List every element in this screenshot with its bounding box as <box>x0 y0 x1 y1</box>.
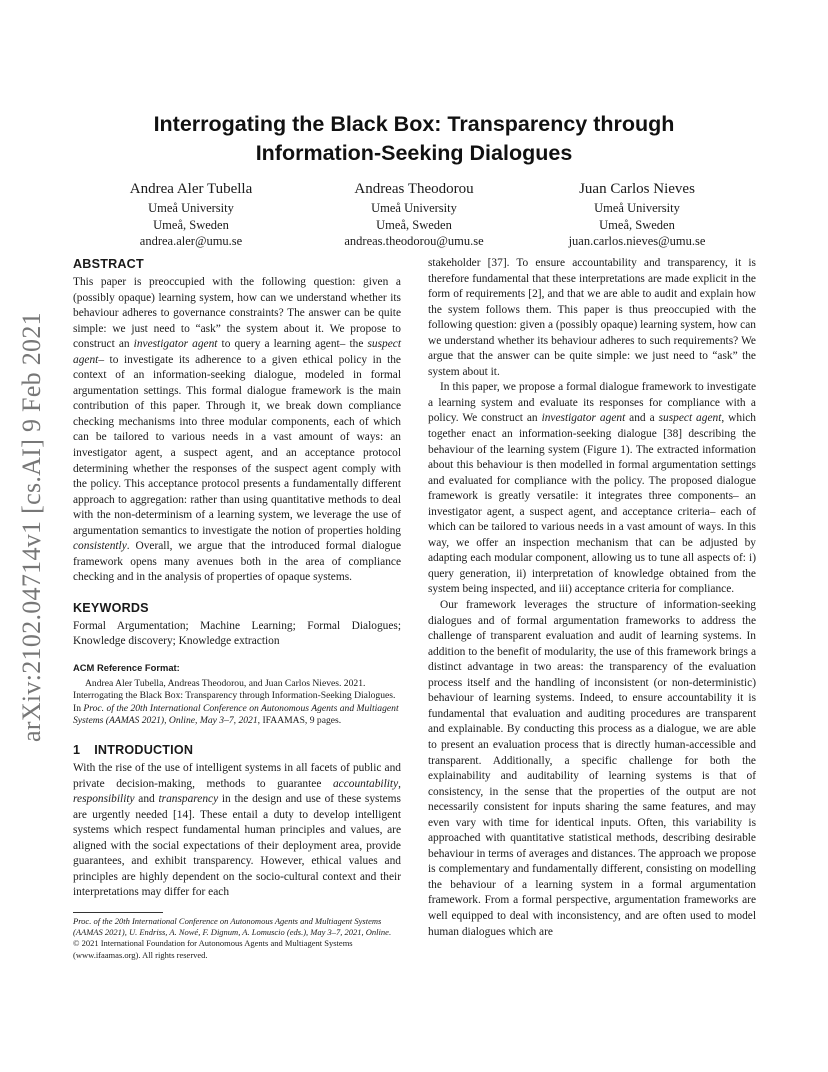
introduction-heading <box>73 742 401 758</box>
author-name: Andreas Theodorou <box>354 181 474 197</box>
abstract-heading: ABSTRACT <box>73 257 144 271</box>
keywords-heading: KEYWORDS <box>73 600 149 615</box>
author-name: Andrea Aler Tubella <box>129 181 253 197</box>
footnote-copyright: © 2021 International Foundation for Autonomous Agents and Multiagent Systems (www.ifaamas.org). All rights reserved. <box>73 938 353 960</box>
author-location: Umeå, Sweden <box>599 217 675 232</box>
paper-title-line1: Interrogating the Black Box: Transparency through <box>153 112 675 136</box>
footnote-conference: Proc. of the 20th International Conference on Autonomous Agents and Multiagent Systems (AAMAS 2021), U. Endriss, A. Nowé, F. Dignum, A. Lomuscio (eds.), May 3–7, 2021, Online. <box>73 916 392 938</box>
author-location: Umeå, Sweden <box>376 217 452 232</box>
author-affiliation: Umeå University <box>594 201 680 215</box>
author-1 <box>71 179 311 250</box>
author-affiliation: Umeå University <box>148 201 234 215</box>
acm-reference-text: Andrea Aler Tubella, Andreas Theodorou, and Juan Carlos Nieves. 2021. Interrogating the Black Box: Transparency through Information-Seeking Dialogues. In Proc. of the 20th International Conference on Autonomous Agents and Multiagent Systems (AAMAS 2021), Online, May 3–7, 2021, IFAAMAS, 9 pages. <box>73 677 399 727</box>
author-affiliation: Umeå University <box>371 201 457 215</box>
introduction-paragraph: With the rise of the use of intelligent systems in all facets of public and private decision-making, methods to guarantee accountability, responsibility and transparency in the design and use of these systems are urgently needed [14]. These entail a duty to develop intelligent systems which respect fundamental human principles and values, are aligned with the social expectations of their deployment area, provide guarantees, and exhibit transparency. However, ethical values and principles are highly dependent on the socio-cultural context and their interpretations may differ for each <box>73 761 401 899</box>
arxiv-stamp <box>18 292 46 762</box>
paragraph: In this paper, we propose a formal dialogue framework to investigate a learning system and evaluate its responses for compliance with a policy. We construct an investigator agent and a suspect agent, which together enact an information-seeking dialogue [38] describing the behaviour of the learning system (Figure 1). The extracted information about this behaviour is then modelled in formal argumentation settings and evaluated for compliance with the policy. The proposed dialogue framework is greatly versatile: it integrates three components– an investigator agent, a suspect agent, and acceptance criteria– each of which can be tailored to various needs in a vast amount of ways. In this way, we offer an inspection mechanism that can be adjusted by adapting each modular component, allowing us to tune all aspects of: i) query generation, ii) interpretation of knowledge obtained from the system being inspected, and iii) acceptance criteria for compliance. <box>428 381 757 596</box>
author-name: Juan Carlos Nieves <box>579 181 695 197</box>
arxiv-stamp-text: arXiv:2102.04714v1 [cs.AI] 9 Feb 2021 <box>17 312 46 742</box>
paragraph: stakeholder [37]. To ensure accountability and transparency, it is therefore fundamental that these interpretations are made explicit in the form of requirements [2], and that we are able to audit and explain how the system follows them. This paper is thus preoccupied with the following question: given a (possibly opaque) learning system, how can we understand whether its behaviour adheres to such requirements? We argue that the answer can be quite simple: we just need to “ask” the system about it. <box>428 257 756 378</box>
author-email: andreas.theodorou@umu.se <box>344 234 484 248</box>
author-3 <box>517 179 757 250</box>
abstract-text: This paper is preoccupied with the following question: given a (possibly opaque) learning system, how can we understand whether its behaviour adheres to governance constraints? The answer can be quite simple: we just need to “ask” the system about it. We propose to construct an investigator agent to query a learning agent– the suspect agent– to investigate its adherence to a given ethical policy in the context of an information-seeking dialogue, modeled in formal argumentation settings. This formal dialogue framework is the main contribution of this paper. Through it, we break down compliance checking mechanisms into three modular components, each of which can be tailored to various needs in a vast amount of ways: an investigator agent, a suspect agent, and an acceptance protocol determining whether the responses of the suspect agent comply with the policy. This acceptance protocol presents a fundamentally different approach to aggregation: rather than using quantitative methods to deal with the non-determinism of a learning system, we leverage the use of argumentation semantics to investigate the notion of properties holding consistently. Overall, we argue that the introduced formal dialogue framework opens many avenues both in the area of compliance checking and in the analysis of properties of opaque systems. <box>73 276 401 584</box>
keywords-text: Formal Argumentation; Machine Learning; Formal Dialogues; Knowledge discovery; Knowledge extraction <box>73 619 401 648</box>
right-column <box>428 256 756 940</box>
section-number: 1 <box>73 742 81 757</box>
acm-reference-heading: ACM Reference Format: <box>73 662 180 674</box>
author-location: Umeå, Sweden <box>153 217 229 232</box>
section-title: INTRODUCTION <box>94 742 194 757</box>
paragraph: Our framework leverages the structure of information-seeking dialogues and of formal argumentation frameworks to address the challenge of transparent evaluation and audit of learning systems. In addition to the benefit of modularity, the use of this framework brings a distinct advantage in two areas: the transparency of the evaluation process itself and the handling of inconsistent (or non-deterministic) behaviour of learning systems. Indeed, to ensure accountability it is fundamental that evaluation and auditing procedures are transparent and explainable. By conducting this process as a dialogue, we are able to present an evaluation process that is directly human-accessible and transparent. Additionally, a specific challenge for both the explainability and auditability of learning systems is that of consistency, in the sense that the properties of the output are not necessarily consistent for inputs sharing the same features, and may even vary with time for identical inputs. Often, this variability is approached with quantitative statistical methods, describing desirable behaviour in terms of averages and distances. The approach we propose is complementary and fundamentally different, consisting on modelling the behaviour of a learning system in a formal argumentation framework. From a formal perspective, argumentation frameworks are well equipped to deal with inconsistency, and are often used to model human dialogues which are <box>428 599 756 938</box>
paper-title-line2: Information-Seeking Dialogues <box>255 141 573 165</box>
author-2 <box>294 179 534 250</box>
author-email: juan.carlos.nieves@umu.se <box>568 234 706 248</box>
author-email: andrea.aler@umu.se <box>139 234 243 248</box>
footnote-rule <box>73 912 163 913</box>
left-column <box>73 256 401 901</box>
footnote <box>73 916 401 961</box>
paper-title <box>100 110 728 168</box>
